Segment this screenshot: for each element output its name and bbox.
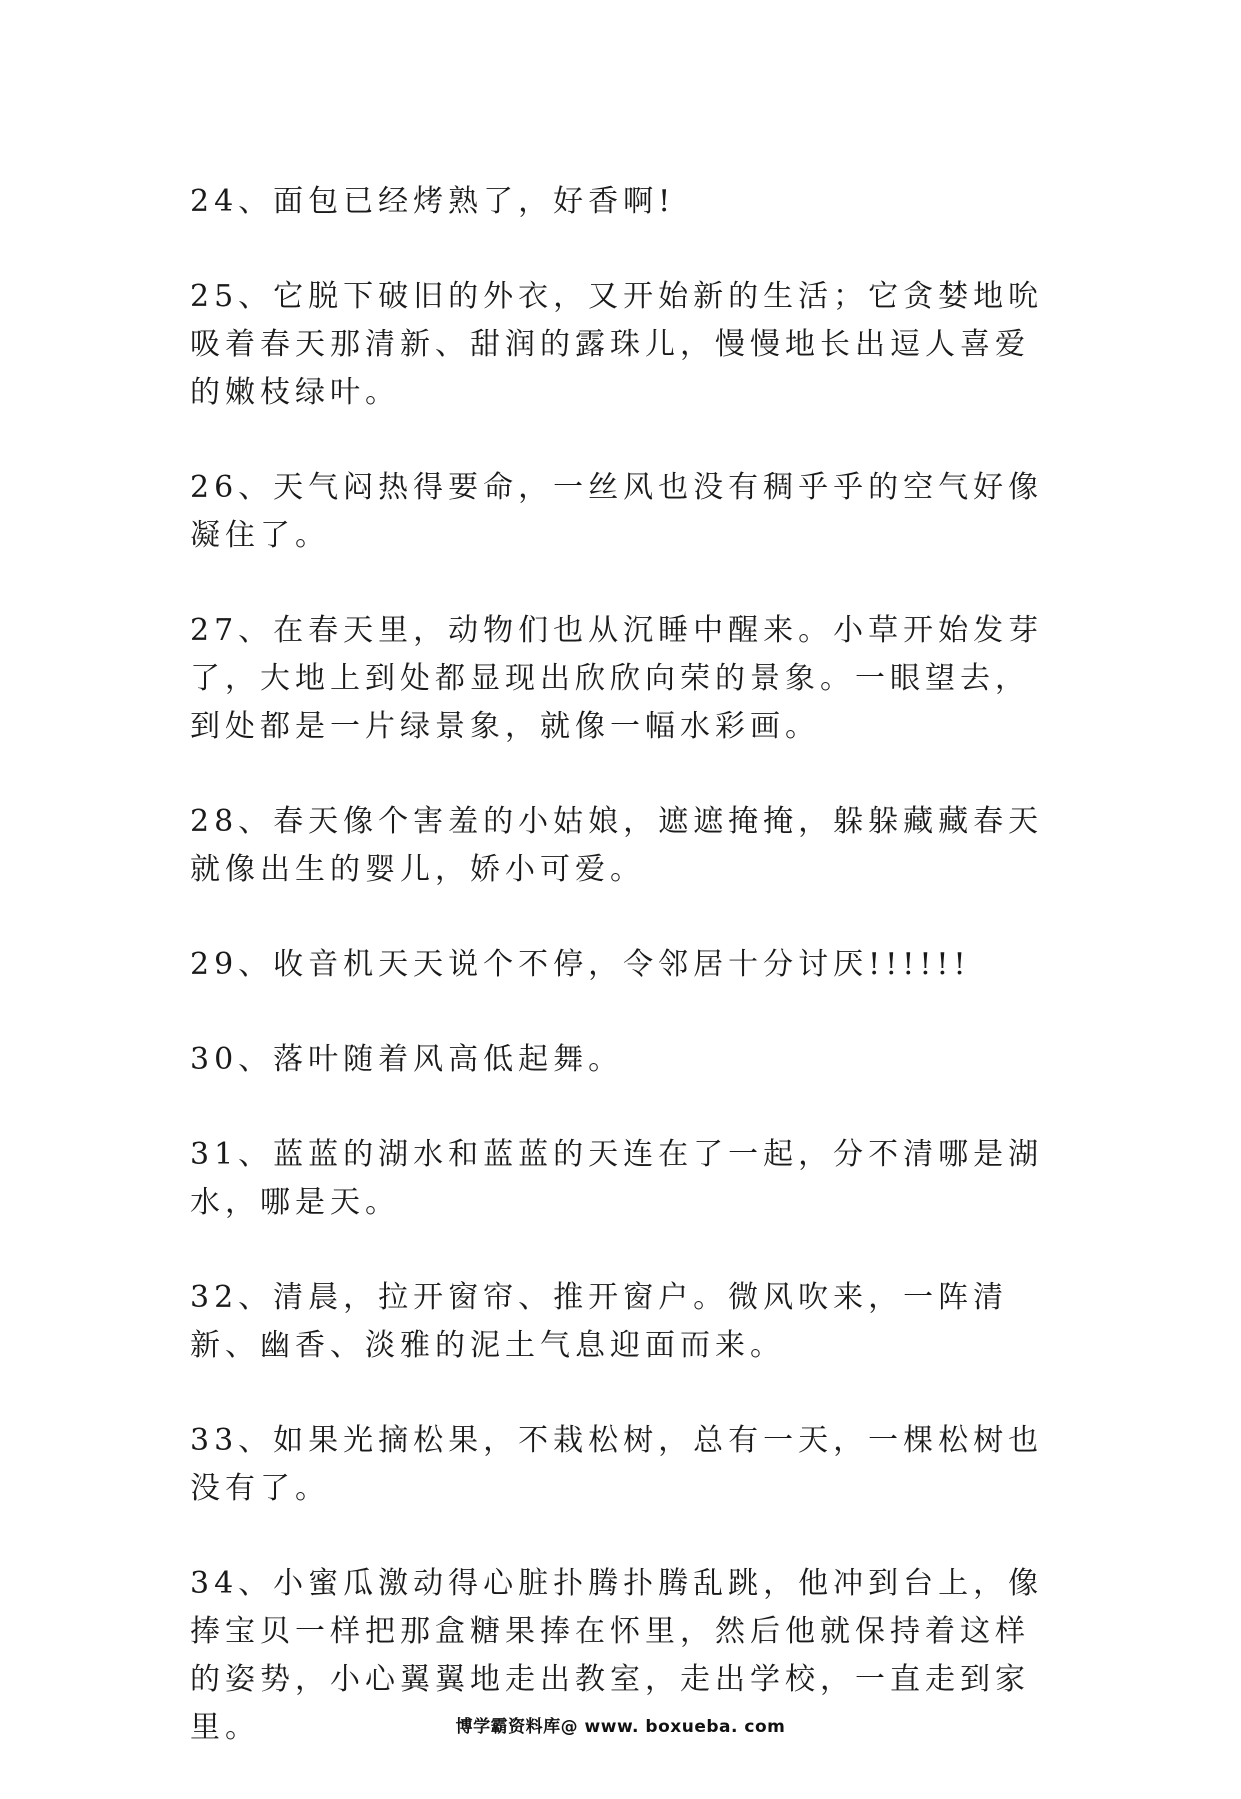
- sentence-28: 28、春天像个害羞的小姑娘，遮遮掩掩，躲躲藏藏春天就像出生的婴儿，娇小可爱。: [190, 804, 1044, 887]
- sentence-33: 33、如果光摘松果，不栽松树，总有一天，一棵松树也没有了。: [190, 1423, 1044, 1506]
- sentence-24: 24、面包已经烤熟了，好香啊!: [190, 184, 676, 219]
- sentence-30: 30、落叶随着风高低起舞。: [190, 1042, 624, 1077]
- sentence-31: 31、蓝蓝的湖水和蓝蓝的天连在了一起，分不清哪是湖水，哪是天。: [190, 1137, 1044, 1220]
- sentence-27: 27、在春天里，动物们也从沉睡中醒来。小草开始发芽了，大地上到处都显现出欣欣向荣的景象。一眼望去，到处都是一片绿景象，就像一幅水彩画。: [190, 613, 1044, 744]
- sentence-32: 32、清晨，拉开窗帘、推开窗户。微风吹来，一阵清新、幽香、淡雅的泥土气息迎面而来。: [190, 1280, 1009, 1363]
- sentence-25: 25、它脱下破旧的外衣，又开始新的生活；它贪婪地吮吸着春天那清新、甜润的露珠儿，慢慢地长出逗人喜爱的嫩枝绿叶。: [190, 279, 1044, 410]
- footer-watermark: 博学霸资料库@ www. boxueba. com: [455, 1717, 786, 1737]
- sentence-29: 29、收音机天天说个不停，令邻居十分讨厌!!!!!!: [190, 947, 971, 982]
- sentence-list: [190, 178, 1060, 1799]
- sentence-26: 26、天气闷热得要命，一丝风也没有稠乎乎的空气好像凝住了。: [190, 470, 1044, 553]
- sentence-34: 34、小蜜瓜激动得心脏扑腾扑腾乱跳，他冲到台上，像捧宝贝一样把那盒糖果捧在怀里，然后他就保持着这样的姿势，小心翼翼地走出教室，走出学校，一直走到家里。: [190, 1566, 1044, 1745]
